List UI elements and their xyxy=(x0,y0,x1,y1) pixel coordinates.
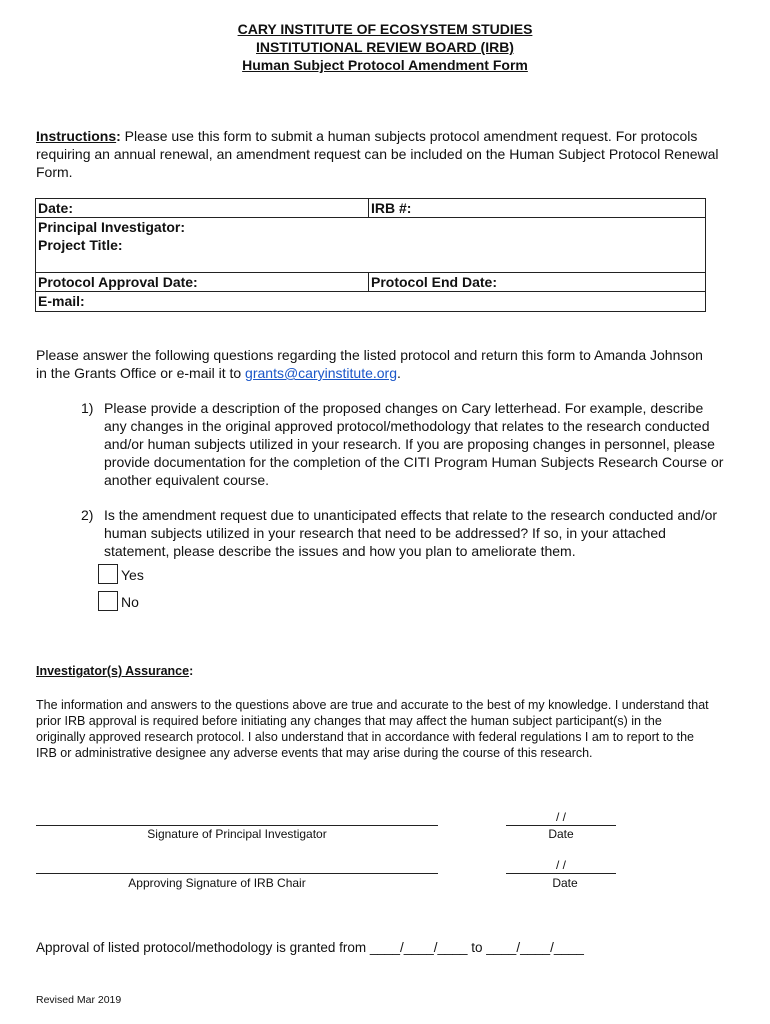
yes-label: Yes xyxy=(121,567,144,583)
date-field[interactable] xyxy=(36,199,369,218)
protocol-end-date-field[interactable] xyxy=(369,272,706,291)
assurance-heading-colon: : xyxy=(189,664,194,678)
chair-signature-caption: Approving Signature of IRB Chair xyxy=(128,876,306,890)
instructions-text: Please use this form to submit a human subjects protocol amendment request. For protocols requiring an annual renewal, an amendment request can be included on the Human Subject Protocol Renewal Form. xyxy=(36,128,719,180)
date-label: Date: xyxy=(38,200,74,216)
irb-number-field[interactable] xyxy=(369,199,706,218)
instructions-label: Instructions xyxy=(36,128,117,144)
pi-signature-line[interactable] xyxy=(36,825,438,826)
intro-paragraph xyxy=(36,346,716,382)
chair-date-caption: Date xyxy=(552,876,578,890)
pi-signature-caption: Signature of Principal Investigator xyxy=(147,827,327,841)
form-institution-title: CARY INSTITUTE OF ECOSYSTEM STUDIES xyxy=(237,21,533,37)
chair-signature-line[interactable] xyxy=(36,873,438,874)
question-1-text: Please provide a description of the proposed changes on Cary letterhead. For example, describe any changes in the original approved protocol/methodology that relates to the research conducted and/or human subjects utilized in your research. If you are proposing changes in personnel, please provide documentation for the completion of the CITI Program Human Subjects Research Course or another equivalent course. xyxy=(104,400,724,488)
protocol-approval-date-label: Protocol Approval Date: xyxy=(38,273,198,290)
grants-email-link[interactable]: grants@caryinstitute.org xyxy=(245,365,397,381)
yes-checkbox[interactable] xyxy=(98,564,118,584)
pi-date-caption: Date xyxy=(548,827,574,841)
project-title-field[interactable] xyxy=(36,236,706,272)
no-checkbox[interactable] xyxy=(98,591,118,611)
question-2-number: 2) xyxy=(81,507,94,523)
form-board-title: INSTITUTIONAL REVIEW BOARD (IRB) xyxy=(256,39,514,55)
approval-date-range[interactable]: Approval of listed protocol/methodology is granted from ____/____/____ to ____/____/____ xyxy=(36,940,584,955)
principal-investigator-field[interactable] xyxy=(36,218,706,237)
instructions-colon: : xyxy=(116,128,121,144)
project-title-label: Project Title: xyxy=(38,237,123,253)
pi-date-line[interactable] xyxy=(506,825,616,826)
chair-date-slashes: / / xyxy=(555,858,566,872)
assurance-heading xyxy=(36,663,193,679)
protocol-approval-date-field[interactable] xyxy=(36,272,369,291)
pi-date-slashes: / / xyxy=(555,810,566,824)
protocol-info-table xyxy=(35,198,706,312)
assurance-paragraph: The information and answers to the questions above are true and accurate to the best of my knowledge. I understand that prior IRB approval is required before initiating any changes that may affect the human subject participant(s) in the originally approved research protocol. I also understand that in accordance with federal regulations I am to report to the IRB or administrative designee any adverse events that may arise during the course of this research. xyxy=(36,698,709,760)
question-1-number: 1) xyxy=(81,400,94,416)
intro-end: . xyxy=(397,365,401,381)
chair-date-line[interactable] xyxy=(506,873,616,874)
intro-text: Please answer the following questions regarding the listed protocol and return this form to Amanda Johnson in the Grants Office or e-mail it to xyxy=(36,347,703,381)
assurance-heading-label: Investigator(s) Assurance xyxy=(36,664,190,678)
revision-note: Revised Mar 2019 xyxy=(36,994,122,1006)
email-field[interactable] xyxy=(36,291,706,311)
email-label: E-mail: xyxy=(38,292,85,309)
principal-investigator-label: Principal Investigator: xyxy=(38,219,186,235)
question-2-text: Is the amendment request due to unanticipated effects that relate to the research conducted and/or human subjects utilized in your research that need to be addressed? If so, in your attached statement, please describe the issues and how you plan to ameliorate them. xyxy=(104,507,718,559)
instructions-paragraph xyxy=(36,127,726,181)
form-title: Human Subject Protocol Amendment Form xyxy=(242,57,528,73)
protocol-end-date-label: Protocol End Date: xyxy=(371,273,498,290)
irb-number-label: IRB #: xyxy=(371,200,412,216)
no-label: No xyxy=(121,594,139,610)
